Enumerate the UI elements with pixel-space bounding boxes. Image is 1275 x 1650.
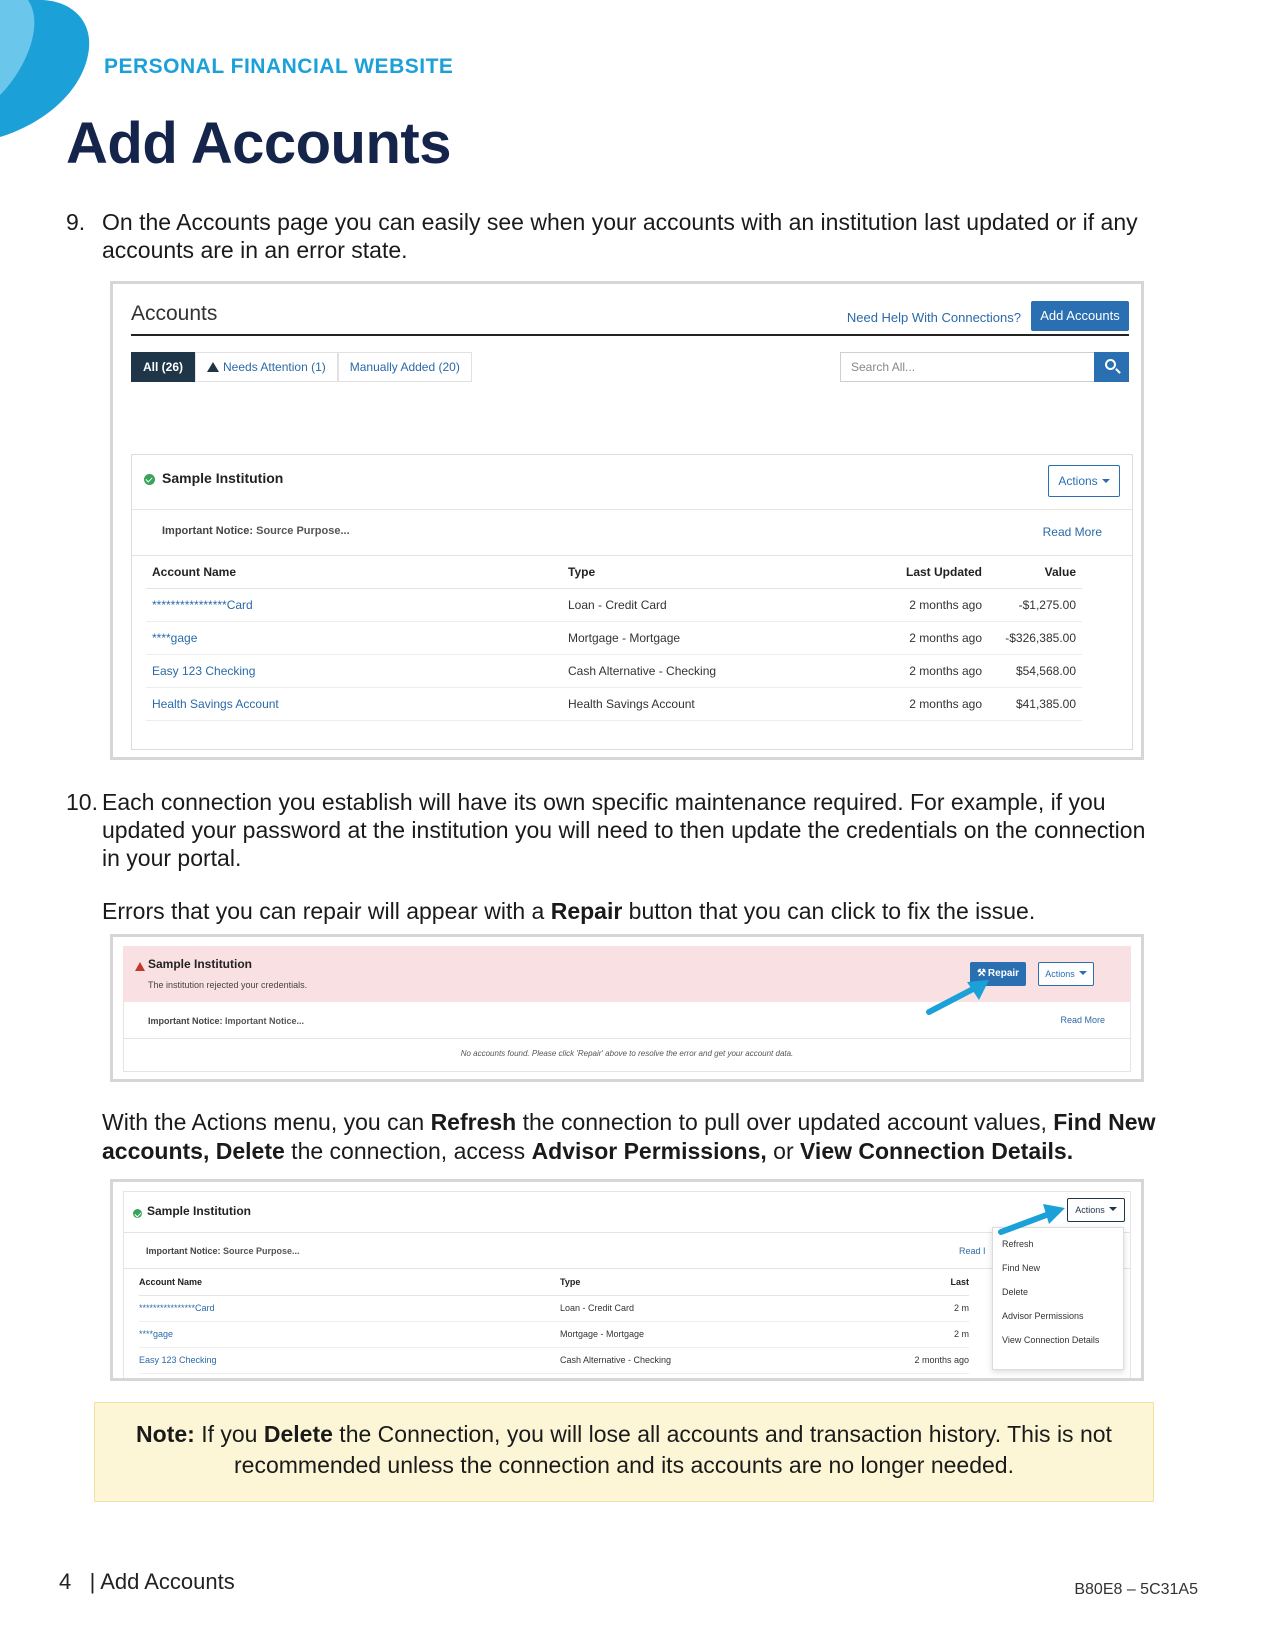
notice-text: Source Purpose...: [223, 1246, 300, 1256]
text: Errors that you can repair will appear with a: [102, 898, 551, 924]
text: If you: [194, 1421, 264, 1447]
note-text: [135, 1419, 1113, 1481]
divider: [132, 509, 1132, 510]
page-number: 4: [59, 1569, 72, 1594]
accounts-table: [139, 1269, 969, 1374]
account-name-link[interactable]: ****gage: [139, 1321, 560, 1347]
actions-button[interactable]: [1067, 1198, 1125, 1222]
check-circle-icon: [133, 1209, 142, 1218]
arrow-pointer-icon: [997, 1200, 1069, 1238]
document-code: B80E8 – 5C31A5: [1074, 1581, 1198, 1598]
account-filter-tabs: [131, 352, 472, 382]
column-header: Account Name: [139, 1269, 560, 1295]
important-notice: [146, 1246, 300, 1256]
column-header: Type: [568, 556, 848, 588]
bold-text: Find New accounts, Delete: [102, 1109, 1156, 1164]
error-warning-icon: [135, 962, 145, 971]
help-connections-link[interactable]: Need Help With Connections?: [846, 310, 1021, 325]
bold-text: Repair: [550, 898, 623, 924]
institution-name: Sample Institution: [148, 957, 253, 971]
tab-all[interactable]: All (26): [131, 352, 195, 382]
last-updated: 2 m: [914, 1295, 969, 1321]
accounts-heading: Accounts: [131, 302, 218, 325]
empty-state-message: No accounts found. Please click 'Repair' above to resolve the error and get your account data.: [460, 1049, 794, 1058]
notice-text: Source Purpose...: [256, 525, 350, 537]
last-updated: 2 months ago: [848, 687, 982, 720]
last-updated: 2 m: [914, 1321, 969, 1347]
actions-button[interactable]: [1048, 465, 1120, 497]
table-header-row: [146, 556, 1082, 588]
table-row: [146, 654, 1082, 687]
account-name-link[interactable]: ****************Card: [139, 1295, 560, 1321]
bold-text: Refresh: [430, 1109, 517, 1135]
menu-item-delete[interactable]: Delete: [1002, 1287, 1029, 1297]
account-type: Loan - Credit Card: [568, 588, 848, 621]
note-callout: [94, 1402, 1154, 1502]
account-name-link[interactable]: Health Savings Account: [146, 687, 568, 720]
step-number: 10.: [66, 789, 98, 815]
note-label: Note:: [136, 1421, 195, 1447]
actions-menu-screenshot: [110, 1179, 1144, 1381]
text: the connection to pull over updated account values,: [516, 1109, 1054, 1135]
menu-item-find-new[interactable]: Find New: [1002, 1263, 1041, 1273]
add-accounts-button[interactable]: Add Accounts: [1031, 301, 1129, 331]
account-name-link[interactable]: Easy 123 Checking: [146, 654, 568, 687]
important-notice: [162, 525, 350, 537]
last-updated: 2 months ago: [914, 1347, 969, 1373]
notice-label: Important Notice:: [148, 1016, 223, 1026]
search-button[interactable]: [1094, 352, 1129, 382]
step-9: [66, 208, 1146, 268]
column-header: Last: [914, 1269, 969, 1295]
error-message: The institution rejected your credentials.: [148, 980, 308, 990]
table-row: [139, 1295, 969, 1321]
account-value: $54,568.00: [982, 654, 1082, 687]
wrench-icon: ⚒: [976, 968, 986, 979]
menu-item-view-connection-details[interactable]: View Connection Details: [1002, 1335, 1100, 1345]
menu-item-refresh[interactable]: Refresh: [1002, 1239, 1034, 1249]
account-value: -$1,275.00: [982, 588, 1082, 621]
repair-screenshot: [110, 934, 1144, 1082]
account-type: Cash Alternative - Checking: [568, 654, 848, 687]
table-header-row: [139, 1269, 969, 1295]
step-text: On the Accounts page you can easily see when your accounts with an institution last updated or if any accounts are in an error state.: [102, 209, 1138, 263]
account-type: Cash Alternative - Checking: [560, 1347, 914, 1373]
notice-label: Important Notice:: [162, 525, 254, 537]
text: button that you can click to fix the issue.: [622, 898, 1036, 924]
read-more-link[interactable]: Read More: [1042, 525, 1102, 539]
account-type: Mortgage - Mortgage: [560, 1321, 914, 1347]
menu-item-advisor-permissions[interactable]: Advisor Permissions: [1002, 1311, 1084, 1321]
column-header: Value: [982, 556, 1082, 588]
text: the Connection, you will lose all accounts and transaction history. This is not recommended unless the connection and its accounts are no longer needed.: [234, 1421, 1112, 1478]
column-header: Last Updated: [848, 556, 982, 588]
step-10: [66, 788, 1146, 878]
divider: [123, 1232, 1131, 1233]
page-footer: [59, 1569, 235, 1595]
important-notice: [148, 1016, 304, 1026]
actions-label: Actions: [1075, 1205, 1105, 1215]
account-type: Loan - Credit Card: [560, 1295, 914, 1321]
read-more-link[interactable]: Read More: [1060, 1015, 1105, 1025]
institution-name: Sample Institution: [147, 1204, 252, 1218]
institution-panel: [131, 454, 1133, 750]
actions-button[interactable]: [1038, 962, 1094, 986]
caret-down-icon: [1079, 971, 1087, 975]
footer-section: | Add Accounts: [89, 1569, 235, 1594]
text: the connection, access: [284, 1138, 532, 1164]
last-updated: 2 months ago: [848, 621, 982, 654]
column-header: Account Name: [146, 556, 568, 588]
accounts-page-screenshot: [110, 281, 1144, 760]
step-text: Each connection you establish will have its own specific maintenance required. For example, if you updated your password at the institution you will need to then update the credentials on the connection in your portal.: [102, 789, 1146, 871]
account-name-link[interactable]: Easy 123 Checking: [139, 1347, 560, 1373]
bold-text: View Connection Details.: [800, 1138, 1074, 1164]
tab-needs-attention[interactable]: [195, 352, 338, 382]
repair-paragraph: [102, 897, 1152, 926]
account-name-link[interactable]: ****************Card: [146, 588, 568, 621]
notice-label: Important Notice:: [146, 1246, 221, 1256]
bold-text: Delete: [263, 1421, 333, 1447]
caret-down-icon: [1102, 479, 1110, 483]
bold-text: Advisor Permissions,: [531, 1138, 767, 1164]
page-title: Add Accounts: [66, 111, 451, 176]
table-row: [139, 1347, 969, 1373]
header-kicker: PERSONAL FINANCIAL WEBSITE: [104, 55, 454, 78]
actions-label: Actions: [1058, 474, 1098, 488]
table-row: [146, 621, 1082, 654]
divider: [123, 1038, 1131, 1039]
account-type: Health Savings Account: [568, 687, 848, 720]
account-name-link[interactable]: ****gage: [146, 621, 568, 654]
tab-manually-added[interactable]: Manually Added (20): [338, 352, 472, 382]
accounts-table: [146, 556, 1082, 721]
account-value: $41,385.00: [982, 687, 1082, 720]
account-type: Mortgage - Mortgage: [568, 621, 848, 654]
check-circle-icon: [144, 474, 155, 485]
text: With the Actions menu, you can: [102, 1109, 431, 1135]
last-updated: 2 months ago: [848, 654, 982, 687]
institution-name: Sample Institution: [162, 470, 284, 486]
table-row: [139, 1321, 969, 1347]
search-input[interactable]: Search All...: [840, 352, 1094, 382]
actions-paragraph: [102, 1108, 1162, 1166]
last-updated: 2 months ago: [848, 588, 982, 621]
header-divider: [131, 334, 1129, 336]
arrow-pointer-icon: [925, 974, 995, 1018]
read-more-link[interactable]: Read I: [959, 1246, 986, 1256]
caret-down-icon: [1109, 1207, 1117, 1211]
search-icon: [1105, 359, 1116, 370]
text: or: [766, 1138, 800, 1164]
notice-text: Important Notice...: [225, 1016, 305, 1026]
table-row: [146, 588, 1082, 621]
account-value: -$326,385.00: [982, 621, 1082, 654]
actions-dropdown-menu: [992, 1227, 1124, 1370]
tab-label: Needs Attention (1): [223, 360, 326, 374]
column-header: Type: [560, 1269, 914, 1295]
step-number: 9.: [66, 209, 86, 235]
repair-label: Repair: [987, 968, 1020, 979]
actions-label: Actions: [1045, 969, 1075, 979]
table-row: [146, 687, 1082, 720]
warning-icon: [207, 362, 219, 372]
